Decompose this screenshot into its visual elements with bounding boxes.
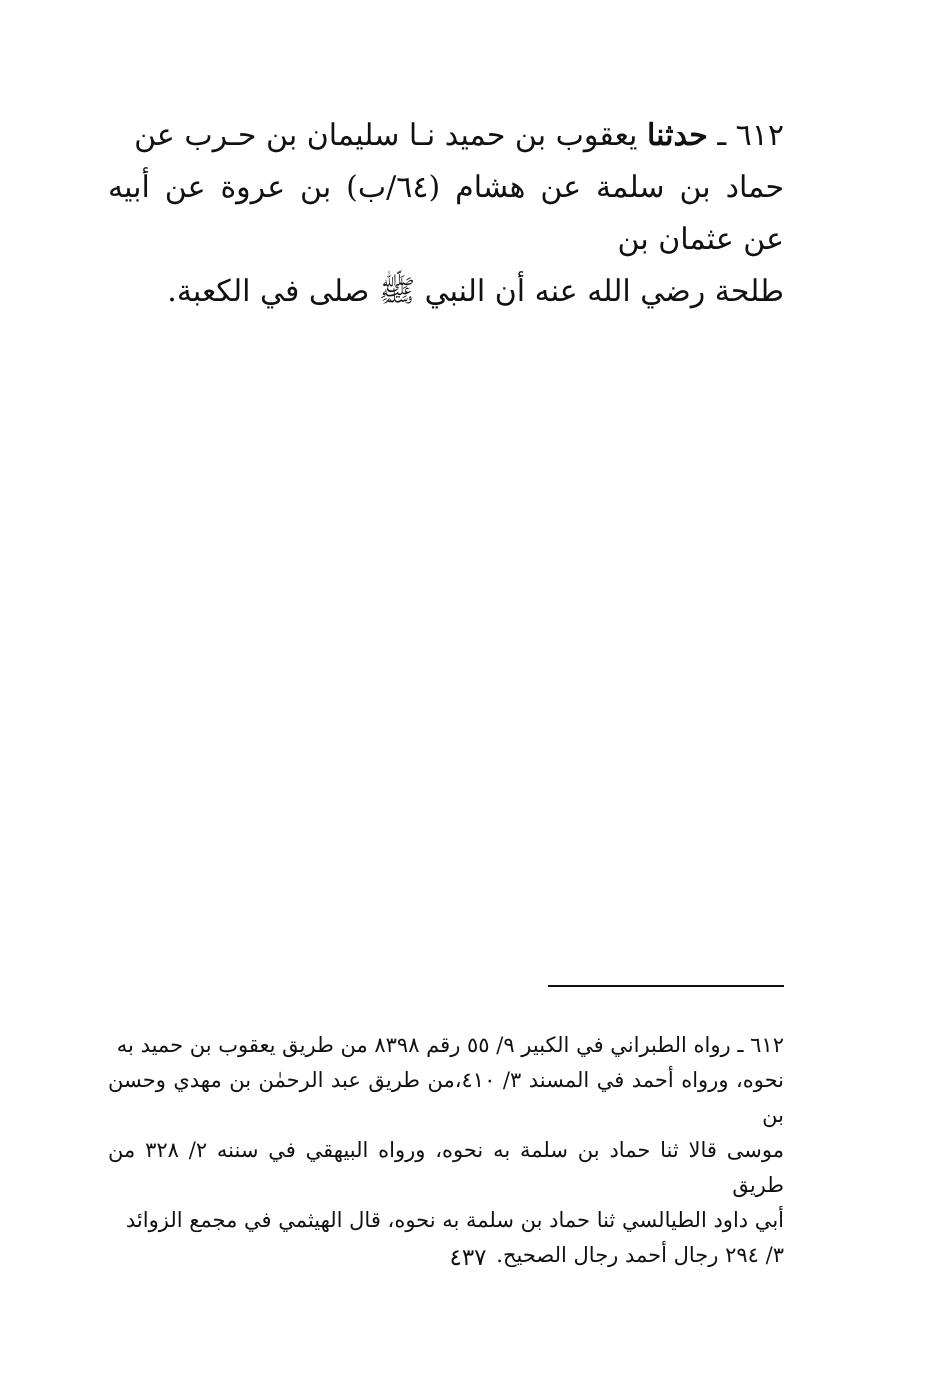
footnote-line-5: ٣/ ٢٩٤ رجال أحمد رجال الصحيح. [496,1243,784,1267]
hadith-text [108,110,784,318]
footnote [108,1028,784,1273]
page-number: ٤٣٧ [449,1245,487,1271]
hadith-label: حدثنا [646,118,708,153]
hadith-number: ٦١٢ [735,118,784,153]
footnote-separator [548,985,784,987]
hadith-line-3: طلحة رضي الله عنه أن النبي ﷺ صلى في الكعبة. [167,274,784,309]
hadith-separator: ـ [707,118,736,153]
hadith-line-2: حماد بن سلمة عن هشام (٦٤/ب) بن عروة عن أبيه عن عثمان بن [108,170,784,257]
footnote-line-3: موسى قالا ثنا حماد بن سلمة به نحوه، ورواه البيهقي في سننه ٢/ ٣٢٨ من طريق [108,1138,784,1197]
footnote-line-1: ٦١٢ ـ رواه الطبراني في الكبير ٩/ ٥٥ رقم ٨٣٩٨ من طريق يعقوب بن حميد به [116,1033,784,1057]
footnote-line-4: أبي داود الطيالسي ثنا حماد بن سلمة به نحوه، قال الهيثمي في مجمع الزوائد [125,1208,784,1232]
footnote-line-2: نحوه، ورواه أحمد في المسند ٣/ ٤١٠،من طريق عبد الرحمٰن بن مهدي وحسن بن [108,1068,784,1127]
hadith-line-1 [108,110,784,162]
hadith-line-1-text: يعقوب بن حميد نـا سليمان بن حـرب عن [134,118,647,153]
